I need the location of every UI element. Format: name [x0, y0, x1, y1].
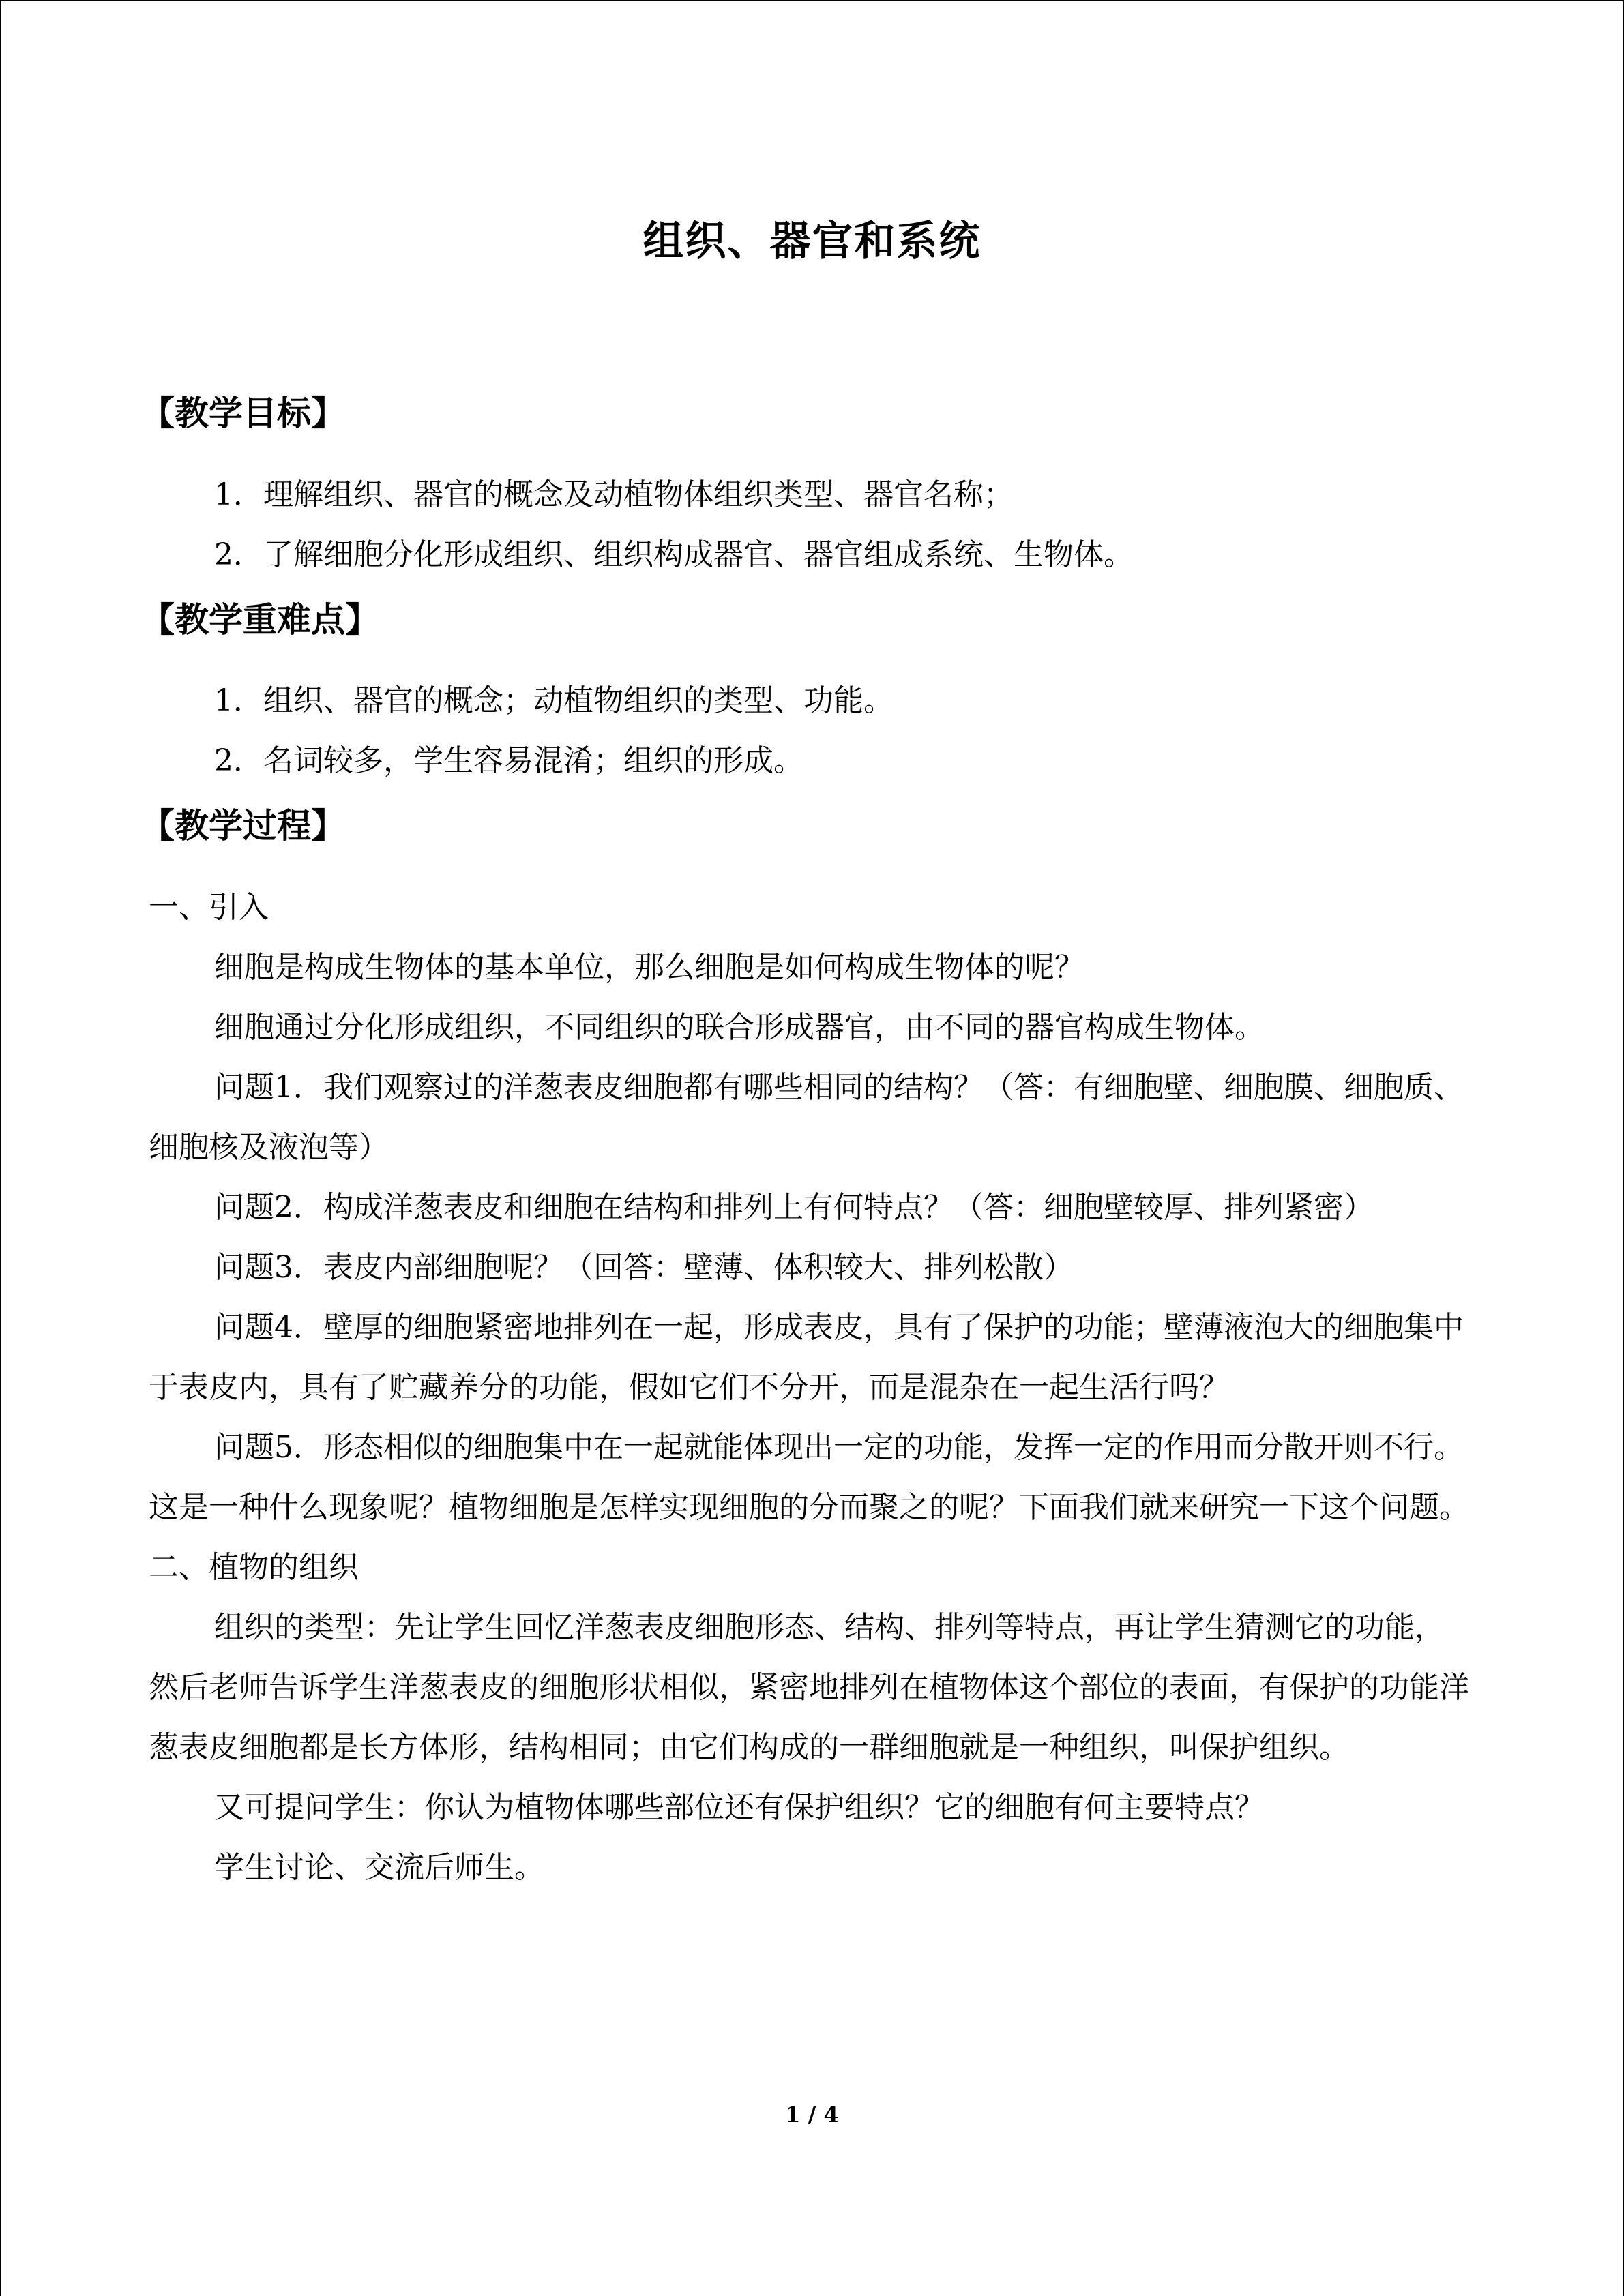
paragraph: 问题1．我们观察过的洋葱表皮细胞都有哪些相同的结构？（答：有细胞壁、细胞膜、细胞质、细胞核及液泡等）	[149, 1070, 1464, 1165]
paragraph: 问题3．表皮内部细胞呢？（回答：壁薄、体积较大、排列松散）	[214, 1250, 1074, 1285]
document-title: 组织、器官和系统	[643, 218, 981, 265]
goals-list	[149, 465, 1469, 585]
paragraph: 学生讨论、交流后师生。	[214, 1850, 544, 1885]
paragraph: 细胞通过分化形成组织，不同组织的联合形成器官，由不同的器官构成生物体。	[214, 1010, 1265, 1045]
paragraph: 问题4．壁厚的细胞紧密地排列在一起，形成表皮，具有了保护的功能；壁薄液泡大的细胞集中于表皮内，具有了贮藏养分的功能，假如它们不分开，而是混杂在一起生活行吗？	[149, 1310, 1464, 1405]
goal-item: 1．理解组织、器官的概念及动植物体组织类型、器官名称；	[214, 477, 1014, 512]
key-point-item: 1．组织、器官的概念；动植物组织的类型、功能。	[214, 683, 894, 718]
paragraph: 问题2．构成洋葱表皮和细胞在结构和排列上有何特点？（答：细胞壁较厚、排列紧密）	[214, 1190, 1374, 1225]
part2-heading: 二、植物的组织	[149, 1550, 359, 1585]
section-heading-goals: 【教学目标】	[141, 393, 345, 433]
section-heading-key-points: 【教学重难点】	[141, 599, 379, 640]
paragraph: 细胞是构成生物体的基本单位，那么细胞是如何构成生物体的呢？	[214, 950, 1084, 985]
paragraph: 组织的类型：先让学生回忆洋葱表皮细胞形态、结构、排列等特点，再让学生猜测它的功能，然后老师告诉学生洋葱表皮的细胞形状相似，紧密地排列在植物体这个部位的表面，有保护的功能洋葱表皮细胞都是长方体形，结构相同；由它们构成的一群细胞就是一种组织，叫保护组织。	[149, 1610, 1469, 1765]
section-heading-process: 【教学过程】	[141, 805, 345, 846]
paragraph: 问题5．形态相似的细胞集中在一起就能体现出一定的功能，发挥一定的作用而分散开则不行。这是一种什么现象呢？植物细胞是怎样实现细胞的分而聚之的呢？下面我们就来研究一下这个问题。	[149, 1430, 1469, 1525]
goal-item: 2．了解细胞分化形成组织、组织构成器官、器官组成系统、生物体。	[214, 537, 1134, 572]
part1-heading: 一、引入	[149, 890, 269, 925]
paragraph: 又可提问学生：你认为植物体哪些部位还有保护组织？它的细胞有何主要特点？	[214, 1790, 1265, 1825]
key-point-item: 2．名词较多，学生容易混淆；组织的形成。	[214, 743, 803, 778]
process-body	[149, 878, 1469, 1898]
page-number: 1 / 4	[785, 2102, 839, 2128]
key-points-list	[149, 671, 1469, 791]
